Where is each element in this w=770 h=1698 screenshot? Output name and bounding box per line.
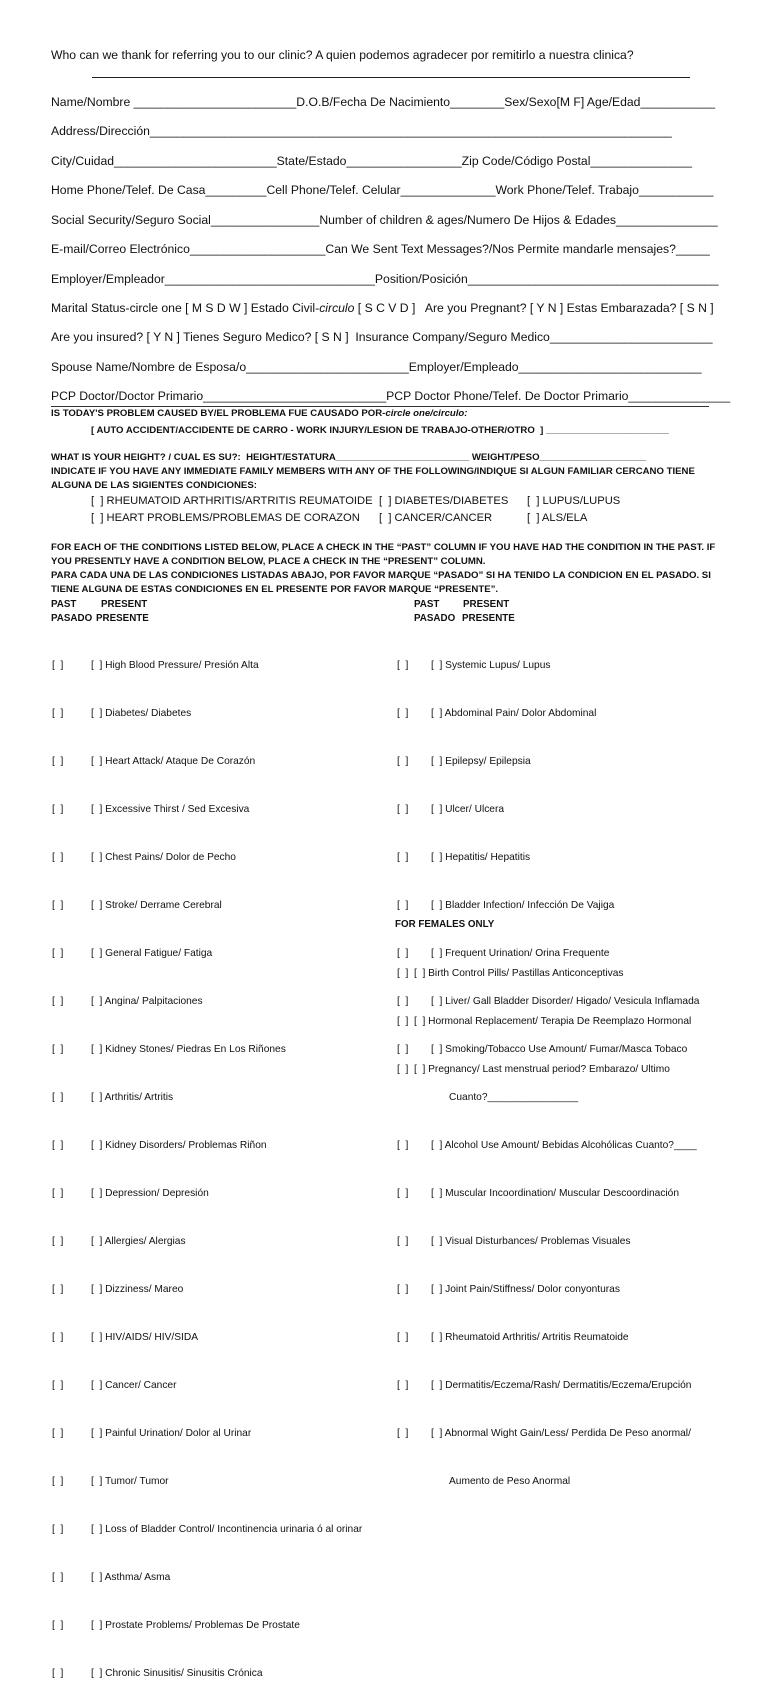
section-divider bbox=[51, 406, 709, 407]
past-box[interactable]: [ ] bbox=[52, 1524, 64, 1535]
past-box[interactable]: [ ] bbox=[52, 1140, 64, 1151]
past-box[interactable]: [ ] bbox=[52, 1668, 64, 1679]
marital-row[interactable] bbox=[51, 301, 714, 315]
condition-item[interactable]: [ ] Kidney Disorders/ Problemas Riñon bbox=[91, 1140, 267, 1151]
instructions-1: FOR EACH OF THE CONDITIONS LISTED BELOW, PLACE A CHECK IN THE “PAST” COLUMN IF YOU HAVE HAD THE CONDITION IN THE PAST. IF bbox=[51, 542, 716, 553]
past-box[interactable]: [ ] bbox=[52, 1380, 64, 1391]
height-weight-row[interactable]: WHAT IS YOUR HEIGHT? / CUAL ES SU?: HEIGHT/ESTATURA_________________________ WEIGHT/PESO____________________ bbox=[51, 452, 647, 463]
condition-item[interactable]: [ ] Dizziness/ Mareo bbox=[91, 1284, 184, 1295]
family-als-checkbox[interactable]: [ ] ALS/ELA bbox=[527, 512, 588, 524]
left-presente-header: PRESENTE bbox=[96, 613, 149, 624]
past-box[interactable]: [ ] bbox=[52, 1428, 64, 1439]
past-box[interactable]: [ ] bbox=[52, 708, 64, 719]
past-box[interactable]: [ ] bbox=[52, 1476, 64, 1487]
condition-item[interactable]: [ ] Depression/ Depresión bbox=[91, 1188, 209, 1199]
past-box[interactable]: [ ] bbox=[52, 756, 64, 767]
past-box[interactable]: [ ] bbox=[397, 1284, 409, 1295]
condition-item[interactable]: [ ] Diabetes/ Diabetes bbox=[91, 708, 192, 719]
past-box[interactable]: [ ] bbox=[397, 1140, 409, 1151]
female-condition-item[interactable]: [ ] [ ] Pregnancy/ Last menstrual period? Embarazo/ Ultimo bbox=[397, 1064, 670, 1075]
phone-row[interactable]: Home Phone/Telef. De Casa_________Cell Phone/Telef. Celular______________Work Phone/Telef. Trabajo___________ bbox=[51, 183, 714, 197]
condition-item[interactable]: [ ] Ulcer/ Ulcera bbox=[431, 804, 505, 815]
problem-cause-options[interactable]: [ AUTO ACCIDENT/ACCIDENTE DE CARRO - WORK INJURY/LESION DE TRABAJO-OTHER/OTRO ] _______________________ bbox=[91, 425, 669, 436]
past-box[interactable]: [ ] bbox=[397, 1332, 409, 1343]
condition-item[interactable]: [ ] Hepatitis/ Hepatitis bbox=[431, 852, 531, 863]
females-only-header: FOR FEMALES ONLY bbox=[395, 919, 495, 930]
condition-item[interactable]: [ ] Bladder Infection/ Infección De Vajiga bbox=[431, 900, 615, 911]
email-row[interactable]: E-mail/Correo Electrónico____________________Can We Sent Text Messages?/Nos Permite mandarle mensajes?_____ bbox=[51, 242, 710, 256]
left-present-header: PRESENT bbox=[101, 599, 148, 610]
condition-item[interactable]: [ ] Asthma/ Asma bbox=[91, 1572, 171, 1583]
instructions-4: TIENE ALGUNA DE ESTAS CONDICIONES EN EL PRESENTE POR FAVOR MARQUE “PRESENTE”. bbox=[51, 584, 499, 595]
past-box[interactable]: [ ] bbox=[397, 1428, 409, 1439]
condition-item[interactable]: [ ] Tumor/ Tumor bbox=[91, 1476, 169, 1487]
past-box[interactable]: [ ] bbox=[52, 1332, 64, 1343]
condition-item[interactable]: [ ] Joint Pain/Stiffness/ Dolor conyonturas bbox=[431, 1284, 620, 1295]
marital-text-italic: circulo bbox=[319, 301, 355, 315]
condition-item[interactable]: [ ] Alcohol Use Amount/ Bebidas Alcohólicas Cuanto?____ bbox=[431, 1140, 697, 1151]
ssn-row[interactable]: Social Security/Seguro Social________________Number of children & ages/Numero De Hijos & Edades_______________ bbox=[51, 213, 718, 227]
address-row[interactable]: Address/Dirección_____________________________________________________________________________ bbox=[51, 124, 672, 138]
insurance-row[interactable]: Are you insured? [ Y N ] Tienes Seguro Medico? [ S N ] Insurance Company/Seguro Medico________________________ bbox=[51, 330, 713, 344]
condition-item[interactable]: [ ] HIV/AIDS/ HIV/SIDA bbox=[91, 1332, 198, 1343]
left-conditions-column[interactable] bbox=[91, 626, 362, 1698]
condition-item[interactable]: [ ] Allergies/ Alergias bbox=[91, 1236, 186, 1247]
left-pasado-header: PASADO bbox=[51, 613, 93, 624]
family-ra-checkbox[interactable]: [ ] RHEUMATOID ARTHRITIS/ARTRITIS REUMATOIDE bbox=[91, 495, 373, 507]
employer-row[interactable]: Employer/Empleador_______________________________Position/Posición_____________________________________ bbox=[51, 272, 719, 286]
right-pasado-header: PASADO bbox=[414, 613, 456, 624]
past-box[interactable]: [ ] bbox=[52, 852, 64, 863]
past-box[interactable]: [ ] bbox=[397, 996, 409, 1007]
right-past-header: PAST bbox=[414, 599, 440, 610]
condition-item[interactable]: [ ] Chest Pains/ Dolor de Pecho bbox=[91, 852, 236, 863]
past-box[interactable]: [ ] bbox=[52, 948, 64, 959]
referral-answer-line[interactable] bbox=[92, 77, 690, 78]
family-lupus-checkbox[interactable]: [ ] LUPUS/LUPUS bbox=[527, 495, 621, 507]
condition-item[interactable]: [ ] Epilepsy/ Epilepsia bbox=[431, 756, 531, 767]
marital-text-a: Marital Status-circle one [ M S D W ] Estado Civil- bbox=[51, 301, 320, 315]
right-present-header: PRESENT bbox=[463, 599, 510, 610]
spouse-row[interactable]: Spouse Name/Nombre de Esposa/o________________________Employer/Empleado___________________________ bbox=[51, 360, 702, 374]
past-box[interactable]: [ ] bbox=[397, 660, 409, 671]
condition-item[interactable]: [ ] Loss of Bladder Control/ Incontinencia urinaria ó al orinar bbox=[91, 1524, 363, 1535]
city-row[interactable]: City/Cuidad________________________State/Estado_________________Zip Code/Código Postal_______________ bbox=[51, 154, 693, 168]
condition-item[interactable]: [ ] Abnormal Wight Gain/Less/ Perdida De Peso anormal/ bbox=[431, 1428, 691, 1439]
past-box[interactable]: [ ] bbox=[397, 1236, 409, 1247]
condition-item[interactable]: [ ] Excessive Thirst / Sed Excesiva bbox=[91, 804, 250, 815]
instructions-3: PARA CADA UNA DE LAS CONDICIONES LISTADAS ABAJO, POR FAVOR MARQUE “PASADO” SI HA TENIDO LA CONDICION EN EL PASADO. SI bbox=[51, 570, 711, 581]
past-box[interactable]: [ ] bbox=[397, 852, 409, 863]
past-box[interactable]: [ ] bbox=[397, 1044, 409, 1055]
marital-text-b: [ S C V D ] Are you Pregnant? [ Y N ] Estas Embarazada? [ S N ] bbox=[354, 301, 714, 315]
past-box[interactable]: [ ] bbox=[52, 900, 64, 911]
family-heart-checkbox[interactable]: [ ] HEART PROBLEMS/PROBLEMAS DE CORAZON bbox=[91, 512, 360, 524]
past-box[interactable]: [ ] bbox=[52, 1572, 64, 1583]
name-dob-row[interactable]: Name/Nombre ________________________D.O.B/Fecha De Nacimiento________Sex/Sexo[M F] Age/Edad___________ bbox=[51, 95, 716, 109]
condition-item[interactable]: [ ] General Fatigue/ Fatiga bbox=[91, 948, 213, 959]
condition-item[interactable]: [ ] Liver/ Gall Bladder Disorder/ Higado/ Vesicula Inflamada bbox=[431, 996, 700, 1007]
condition-item-continued[interactable]: Cuanto?________________ bbox=[449, 1092, 579, 1103]
condition-item[interactable]: [ ] Painful Urination/ Dolor al Urinar bbox=[91, 1428, 252, 1439]
condition-item[interactable]: [ ] Angina/ Palpitaciones bbox=[91, 996, 203, 1007]
past-box[interactable]: [ ] bbox=[397, 1380, 409, 1391]
condition-item[interactable]: [ ] Visual Disturbances/ Problemas Visuales bbox=[431, 1236, 631, 1247]
female-condition-item[interactable]: [ ] [ ] Birth Control Pills/ Pastillas Anticonceptivas bbox=[397, 968, 624, 979]
past-box[interactable]: [ ] bbox=[397, 804, 409, 815]
right-presente-header: PRESENTE bbox=[462, 613, 515, 624]
condition-item[interactable]: [ ] Smoking/Tobacco Use Amount/ Fumar/Masca Tobaco bbox=[431, 1044, 688, 1055]
past-box[interactable]: [ ] bbox=[52, 1620, 64, 1631]
condition-item[interactable]: [ ] Kidney Stones/ Piedras En Los Riñones bbox=[91, 1044, 286, 1055]
family-diabetes-checkbox[interactable]: [ ] DIABETES/DIABETES bbox=[379, 495, 509, 507]
past-box[interactable]: [ ] bbox=[52, 1092, 64, 1103]
past-box[interactable]: [ ] bbox=[52, 804, 64, 815]
female-condition-item[interactable]: [ ] [ ] Hormonal Replacement/ Terapia De Reemplazo Hormonal bbox=[397, 1016, 692, 1027]
condition-item[interactable]: [ ] Rheumatoid Arthritis/ Artritis Reumatoide bbox=[431, 1332, 629, 1343]
condition-item-continued: Aumento de Peso Anormal bbox=[449, 1476, 571, 1487]
left-past-header: PAST bbox=[51, 599, 77, 610]
past-box[interactable]: [ ] bbox=[397, 948, 409, 959]
past-box[interactable]: [ ] bbox=[52, 660, 64, 671]
instructions-2: YOU PRESENTLY HAVE A CONDITION BELOW, PLACE A CHECK IN THE “PRESENT” COLUMN. bbox=[51, 556, 486, 567]
family-question-1: INDICATE IF YOU HAVE ANY IMMEDIATE FAMILY MEMBERS WITH ANY OF THE FOLLOWING/INDIQUE SI ALGUN FAMILIAR CERCANO TIENE bbox=[51, 466, 695, 477]
past-box[interactable]: [ ] bbox=[52, 1188, 64, 1199]
condition-item[interactable]: [ ] Muscular Incoordination/ Muscular Descoordinación bbox=[431, 1188, 680, 1199]
condition-item[interactable]: [ ] High Blood Pressure/ Presión Alta bbox=[91, 660, 259, 671]
past-box[interactable]: [ ] bbox=[397, 756, 409, 767]
family-cancer-checkbox[interactable]: [ ] CANCER/CANCER bbox=[379, 512, 493, 524]
problem-cause-question: IS TODAY'S PROBLEM CAUSED BY/EL PROBLEMA FUE CAUSADO POR-circle one/circulo: bbox=[51, 408, 468, 419]
pcp-row[interactable]: PCP Doctor/Doctor Primario___________________________PCP Doctor Phone/Telef. De Doctor Primario_______________ bbox=[51, 389, 731, 403]
past-box[interactable]: [ ] bbox=[397, 1188, 409, 1199]
past-box[interactable]: [ ] bbox=[397, 900, 409, 911]
past-box[interactable]: [ ] bbox=[52, 1236, 64, 1247]
condition-item[interactable]: [ ] Cancer/ Cancer bbox=[91, 1380, 177, 1391]
condition-item[interactable]: [ ] Heart Attack/ Ataque De Corazón bbox=[91, 756, 256, 767]
past-box[interactable]: [ ] bbox=[397, 708, 409, 719]
condition-item[interactable]: [ ] Frequent Urination/ Orina Frequente bbox=[431, 948, 610, 959]
referral-question: Who can we thank for referring you to our clinic? A quien podemos agradecer por remitirlo a nuestra clinica? bbox=[51, 48, 634, 62]
past-box[interactable]: [ ] bbox=[52, 1044, 64, 1055]
female-conditions-column[interactable] bbox=[397, 934, 691, 1094]
family-question-2: ALGUNA DE LAS SIGIENTES CONDICIONES: bbox=[51, 480, 257, 491]
condition-item[interactable]: [ ] Prostate Problems/ Problemas De Prostate bbox=[91, 1620, 300, 1631]
condition-item[interactable]: [ ] Dermatitis/Eczema/Rash/ Dermatitis/Eczema/Erupción bbox=[431, 1380, 692, 1391]
left-past-column[interactable] bbox=[52, 626, 63, 1698]
past-box[interactable]: [ ] bbox=[52, 996, 64, 1007]
condition-item[interactable]: [ ] Chronic Sinusitis/ Sinusitis Crónica bbox=[91, 1668, 263, 1679]
condition-item[interactable]: [ ] Systemic Lupus/ Lupus bbox=[431, 660, 551, 671]
condition-item[interactable]: [ ] Abdominal Pain/ Dolor Abdominal bbox=[431, 708, 597, 719]
past-box[interactable]: [ ] bbox=[52, 1284, 64, 1295]
condition-item[interactable]: [ ] Arthritis/ Artritis bbox=[91, 1092, 174, 1103]
condition-item[interactable]: [ ] Stroke/ Derrame Cerebral bbox=[91, 900, 222, 911]
